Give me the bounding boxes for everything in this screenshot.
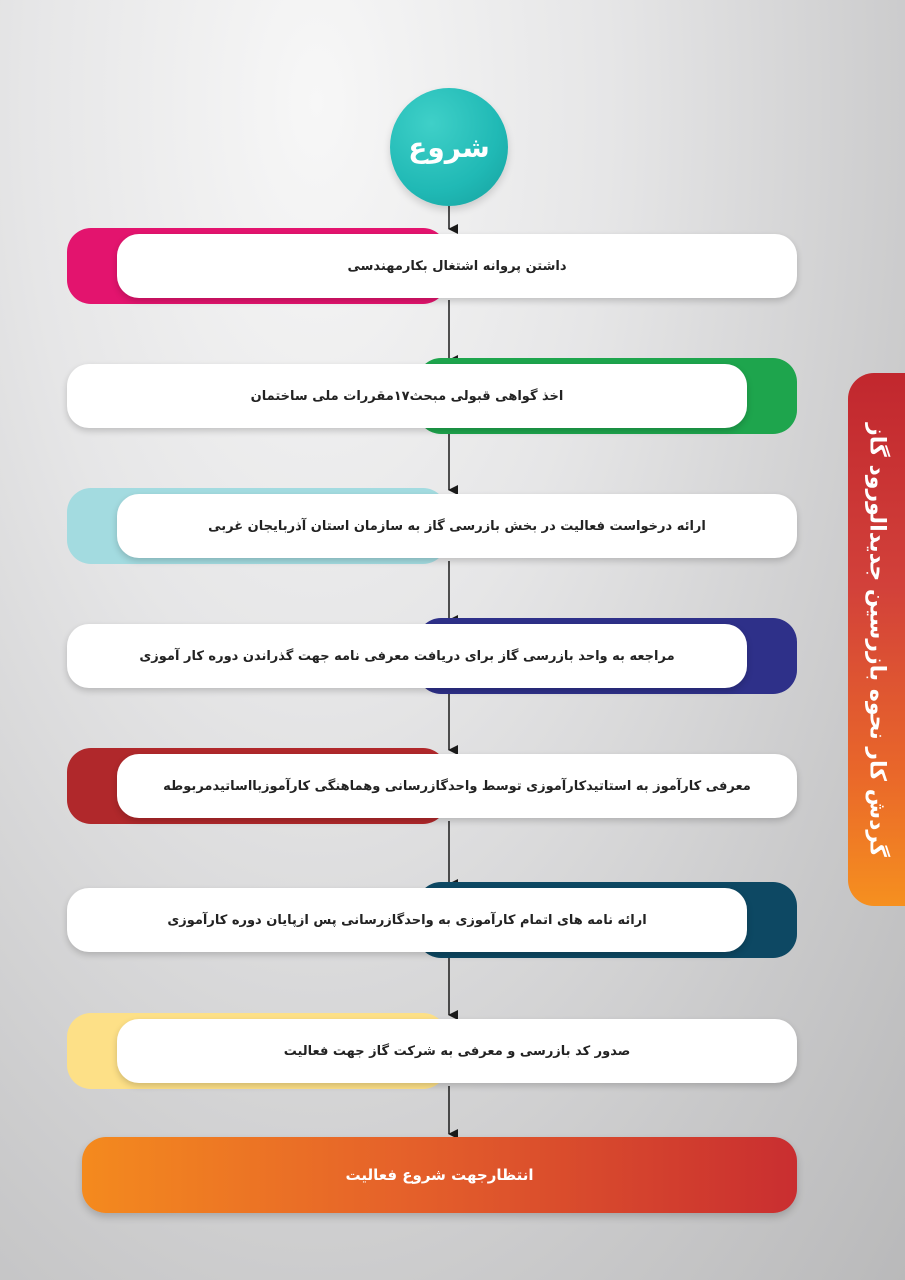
end-label: انتظارجهت شروع فعالیت [345, 1166, 534, 1184]
step-3 [67, 488, 797, 564]
start-node [390, 88, 508, 206]
step-2 [67, 358, 797, 434]
step-6-card [67, 888, 747, 952]
step-4-label: مراجعه به واحد بازرسی گاز برای دریافت معرفی نامه جهت گذراندن دوره کار آموزی [139, 648, 675, 664]
step-5-label: معرفی کارآموز به استاتیدکارآموزی توسط واحدگازرسانی وهماهنگی کارآموزبااساتیدمربوطه [163, 778, 751, 794]
step-6-label: ارائه نامه های اتمام کارآموزی به واحدگازرسانی پس ازپایان دوره کارآموزی [167, 912, 647, 928]
step-7-card [117, 1019, 797, 1083]
step-2-card [67, 364, 747, 428]
step-1-label: داشتن پروانه اشتغال بکارمهندسی [347, 258, 567, 274]
side-title-text: گردش کار نحوه بازرسین جدیدالورود گاز [864, 422, 889, 857]
step-2-label: اخذ گواهی قبولی مبحث۱۷مقررات ملی ساختمان [250, 388, 564, 404]
step-6 [67, 882, 797, 958]
step-4-card [67, 624, 747, 688]
step-5-card [117, 754, 797, 818]
step-7-label: صدور کد بازرسی و معرفی به شرکت گاز جهت فعالیت [283, 1043, 631, 1059]
step-3-card [117, 494, 797, 558]
step-3-label: ارائه درخواست فعالیت در بخش بازرسی گاز به سازمان استان آذربایجان غربی [208, 518, 706, 534]
step-7 [67, 1013, 797, 1089]
end-node [82, 1137, 797, 1213]
step-4 [67, 618, 797, 694]
step-1 [67, 228, 797, 304]
step-1-card [117, 234, 797, 298]
step-5 [67, 748, 797, 824]
start-label: شروع [408, 130, 490, 164]
side-title-tab [848, 373, 905, 906]
